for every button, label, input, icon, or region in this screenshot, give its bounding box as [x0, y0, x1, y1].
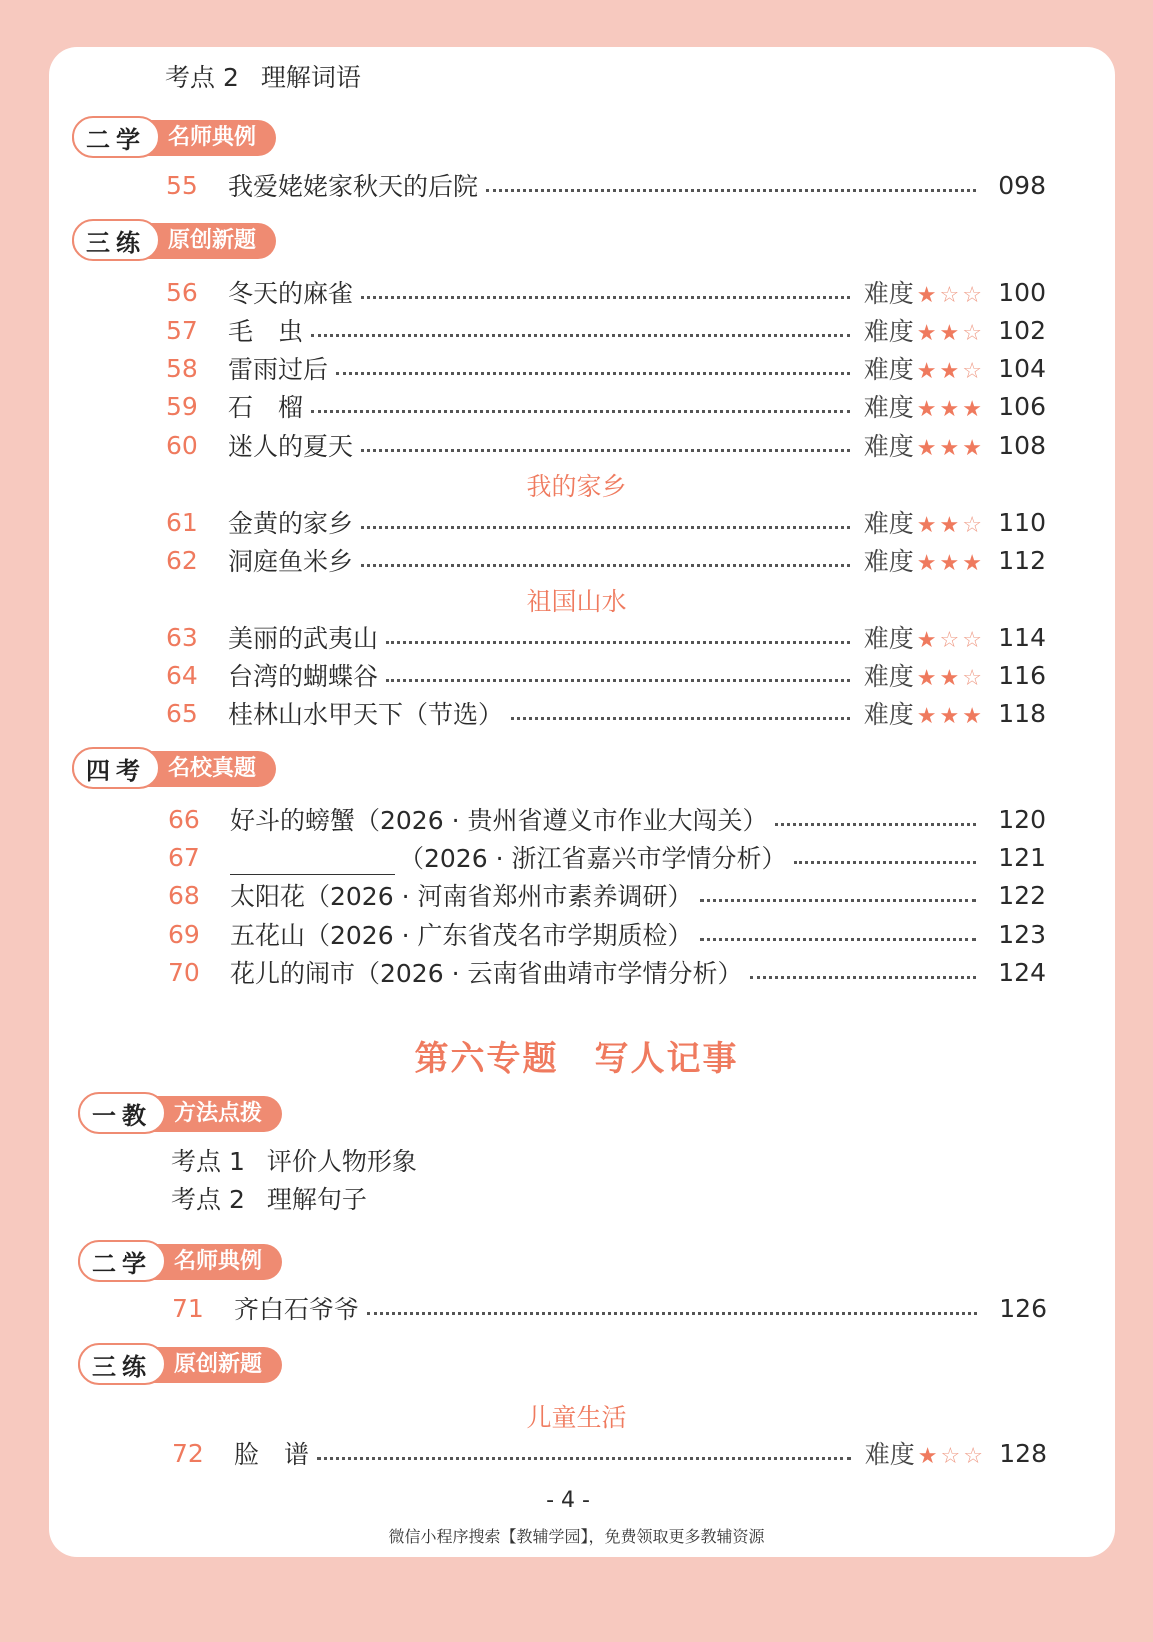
entry-page: 108	[998, 430, 1046, 460]
entry-number: 60	[166, 430, 198, 460]
star-filled-icon: ★	[916, 397, 937, 422]
leader-dots	[750, 976, 976, 979]
leader-dots	[311, 410, 850, 413]
footer-note: 微信小程序搜索【教辅学园】，免费领取更多教辅资源	[388, 1527, 765, 1546]
star-empty-icon: ☆	[962, 628, 982, 653]
star-filled-icon: ★	[962, 551, 982, 576]
entry-page: 120	[998, 804, 1046, 834]
difficulty-label: 难度	[864, 1440, 915, 1469]
entry-title: 美丽的武夷山	[228, 624, 379, 653]
entry-title: 冬天的麻雀	[228, 279, 354, 308]
entry-title: 雷雨过后	[228, 355, 329, 384]
difficulty-stars	[914, 393, 982, 422]
chapter-title: 第六专题 写人记事	[414, 1039, 739, 1079]
entry-page: 114	[998, 622, 1046, 652]
difficulty-stars	[914, 547, 982, 576]
entry-number: 72	[172, 1438, 204, 1468]
entry-number: 62	[166, 545, 198, 575]
star-filled-icon: ★	[916, 666, 937, 691]
badge-number: 四考	[72, 747, 160, 789]
leader-dots	[386, 679, 850, 682]
kaodian-text: 理解词语	[260, 63, 361, 92]
entry-number: 70	[168, 957, 200, 987]
star-empty-icon: ☆	[963, 1444, 983, 1469]
badge-label: 原创新题	[72, 223, 276, 259]
star-empty-icon: ☆	[939, 283, 960, 308]
toc-row[interactable]	[166, 348, 1046, 388]
toc-row[interactable]	[168, 952, 1046, 992]
entry-title: 五花山（2026 · 广东省茂名市学期质检）	[230, 921, 693, 950]
entry-number: 57	[166, 315, 198, 345]
leader-dots	[700, 899, 976, 902]
star-filled-icon: ★	[962, 704, 982, 729]
entry-title: 石 榴	[228, 393, 304, 422]
difficulty	[864, 504, 982, 540]
entry-page: 110	[998, 507, 1046, 537]
star-filled-icon: ★	[939, 704, 960, 729]
toc-row[interactable]	[166, 655, 1046, 695]
star-filled-icon: ★	[962, 436, 982, 461]
entry-number: 56	[166, 277, 198, 307]
leader-dots	[775, 823, 976, 826]
difficulty-label: 难度	[863, 662, 914, 691]
toc-row[interactable]	[172, 1288, 1047, 1328]
leader-dots	[386, 641, 850, 644]
star-filled-icon: ★	[939, 321, 960, 346]
leader-dots	[794, 861, 976, 864]
leader-dots	[367, 1312, 977, 1315]
toc-row[interactable]	[172, 1433, 1047, 1473]
star-filled-icon: ★	[917, 1444, 938, 1469]
kaodian-2	[165, 59, 361, 97]
page-number: - 4 -	[512, 1482, 624, 1520]
entry-number: 61	[166, 507, 198, 537]
entry-number: 68	[168, 880, 200, 910]
entry-title: 太阳花（2026 · 河南省郑州市素养调研）	[230, 882, 693, 911]
difficulty	[864, 312, 982, 348]
badge-label: 方法点拨	[78, 1096, 282, 1132]
leader-dots	[486, 189, 976, 192]
star-filled-icon: ★	[939, 359, 960, 384]
badge-number: 一教	[78, 1092, 166, 1134]
difficulty-label: 难度	[863, 355, 914, 384]
difficulty	[864, 350, 982, 386]
toc-row[interactable]	[166, 425, 1046, 465]
entry-page: 118	[998, 698, 1046, 728]
entry-number: 55	[166, 170, 198, 200]
star-empty-icon: ☆	[939, 628, 960, 653]
difficulty-stars	[914, 662, 982, 691]
star-filled-icon: ★	[916, 513, 937, 538]
badge-number: 二学	[78, 1240, 166, 1282]
subsection-title: 儿童生活	[526, 1403, 627, 1432]
difficulty	[864, 427, 982, 463]
star-empty-icon: ☆	[962, 359, 982, 384]
kaodian-text: 评价人物形象	[266, 1147, 417, 1176]
difficulty	[864, 388, 982, 424]
entry-page: 102	[998, 315, 1046, 345]
star-empty-icon: ☆	[962, 321, 982, 346]
toc-row[interactable]	[166, 693, 1046, 733]
badge-label: 原创新题	[78, 1347, 282, 1383]
star-filled-icon: ★	[939, 666, 960, 691]
badge-number: 二学	[72, 116, 160, 158]
badge-label: 名师典例	[72, 120, 276, 156]
toc-row[interactable]	[166, 617, 1046, 657]
entry-page: 098	[998, 170, 1046, 200]
toc-row[interactable]	[166, 310, 1046, 350]
star-filled-icon: ★	[916, 321, 937, 346]
difficulty	[864, 619, 982, 655]
difficulty-stars	[914, 432, 982, 461]
difficulty-label: 难度	[863, 317, 914, 346]
leader-dots	[311, 334, 850, 337]
kaodian-text: 理解句子	[266, 1185, 367, 1214]
difficulty	[864, 542, 982, 578]
entry-page: 123	[998, 919, 1046, 949]
star-filled-icon: ★	[916, 283, 937, 308]
star-filled-icon: ★	[916, 436, 937, 461]
entry-number: 67	[168, 842, 200, 872]
entry-number: 58	[166, 353, 198, 383]
kaodian-2b	[171, 1181, 367, 1219]
toc-row[interactable]	[166, 165, 1046, 205]
star-filled-icon: ★	[916, 551, 937, 576]
entry-number: 63	[166, 622, 198, 652]
toc-row[interactable]	[166, 502, 1046, 542]
difficulty	[865, 1435, 983, 1471]
entry-page: 100	[998, 277, 1046, 307]
badge-number: 三练	[78, 1343, 166, 1385]
star-filled-icon: ★	[939, 436, 960, 461]
difficulty-label: 难度	[863, 700, 914, 729]
entry-page: 104	[998, 353, 1046, 383]
entry-number: 69	[168, 919, 200, 949]
difficulty-label: 难度	[863, 393, 914, 422]
entry-page: 122	[998, 880, 1046, 910]
star-filled-icon: ★	[916, 359, 937, 384]
entry-number: 66	[168, 804, 200, 834]
entry-title: 金黄的家乡	[228, 509, 354, 538]
difficulty-stars	[914, 700, 982, 729]
badge-number: 三练	[72, 219, 160, 261]
entry-title: 迷人的夏天	[228, 432, 354, 461]
difficulty-stars	[914, 279, 982, 308]
entry-page: 121	[998, 842, 1046, 872]
difficulty-stars	[915, 1440, 983, 1469]
toc-row[interactable]	[166, 386, 1046, 426]
entry-page: 124	[998, 957, 1046, 987]
entry-title: 好斗的螃蟹（2026 · 贵州省遵义市作业大闯关）	[230, 806, 768, 835]
kaodian-1	[171, 1143, 417, 1181]
subsection-title: 祖国山水	[526, 587, 627, 616]
entry-title: （2026 · 浙江省嘉兴市学情分析）	[399, 844, 787, 873]
difficulty-label: 难度	[863, 547, 914, 576]
entry-title: 齐白石爷爷	[234, 1295, 360, 1324]
leader-dots	[317, 1457, 851, 1460]
star-filled-icon: ★	[962, 397, 982, 422]
toc-row[interactable]	[168, 875, 1046, 915]
difficulty-label: 难度	[863, 509, 914, 538]
entry-title: 脸 谱	[234, 1440, 310, 1469]
leader-dots	[361, 564, 850, 567]
star-filled-icon: ★	[916, 628, 937, 653]
difficulty-label: 难度	[863, 432, 914, 461]
kaodian-label: 考点 1	[171, 1147, 245, 1176]
entry-number: 71	[172, 1293, 204, 1323]
leader-dots	[361, 296, 850, 299]
badge-label: 名师典例	[78, 1244, 282, 1280]
difficulty	[864, 695, 982, 731]
leader-dots	[336, 372, 850, 375]
blank-line	[230, 848, 395, 875]
star-empty-icon: ☆	[962, 513, 982, 538]
toc-row[interactable]	[166, 272, 1046, 312]
entry-title: 花儿的闹市（2026 · 云南省曲靖市学情分析）	[230, 959, 743, 988]
star-filled-icon: ★	[939, 513, 960, 538]
difficulty-stars	[914, 509, 982, 538]
subsection-title: 我的家乡	[526, 472, 627, 501]
star-empty-icon: ☆	[940, 1444, 961, 1469]
entry-title: 洞庭鱼米乡	[228, 547, 354, 576]
difficulty-label: 难度	[863, 624, 914, 653]
star-empty-icon: ☆	[962, 283, 982, 308]
star-filled-icon: ★	[939, 397, 960, 422]
entry-number: 59	[166, 391, 198, 421]
entry-title: 我爱姥姥家秋天的后院	[228, 172, 479, 201]
difficulty-stars	[914, 355, 982, 384]
toc-row[interactable]	[168, 837, 1046, 877]
toc-row[interactable]	[168, 799, 1046, 839]
badge-label: 名校真题	[72, 751, 276, 787]
leader-dots	[700, 938, 976, 941]
star-empty-icon: ☆	[962, 666, 982, 691]
difficulty-stars	[914, 317, 982, 346]
leader-dots	[361, 526, 850, 529]
kaodian-label: 考点 2	[171, 1185, 245, 1214]
toc-row[interactable]	[166, 540, 1046, 580]
entry-number: 64	[166, 660, 198, 690]
entry-page: 126	[999, 1293, 1047, 1323]
entry-title: 台湾的蝴蝶谷	[228, 662, 379, 691]
star-filled-icon: ★	[939, 551, 960, 576]
entry-page: 112	[998, 545, 1046, 575]
leader-dots	[361, 449, 850, 452]
difficulty-label: 难度	[863, 279, 914, 308]
leader-dots	[511, 717, 850, 720]
difficulty	[864, 657, 982, 693]
entry-title: 毛 虫	[228, 317, 304, 346]
entry-page: 116	[998, 660, 1046, 690]
entry-title-wrap	[230, 839, 786, 875]
entry-number: 65	[166, 698, 198, 728]
difficulty	[864, 274, 982, 310]
entry-title: 桂林山水甲天下（节选）	[228, 700, 504, 729]
toc-row[interactable]	[168, 914, 1046, 954]
kaodian-label: 考点 2	[165, 63, 239, 92]
entry-page: 128	[999, 1438, 1047, 1468]
difficulty-stars	[914, 624, 982, 653]
entry-page: 106	[998, 391, 1046, 421]
star-filled-icon: ★	[916, 704, 937, 729]
